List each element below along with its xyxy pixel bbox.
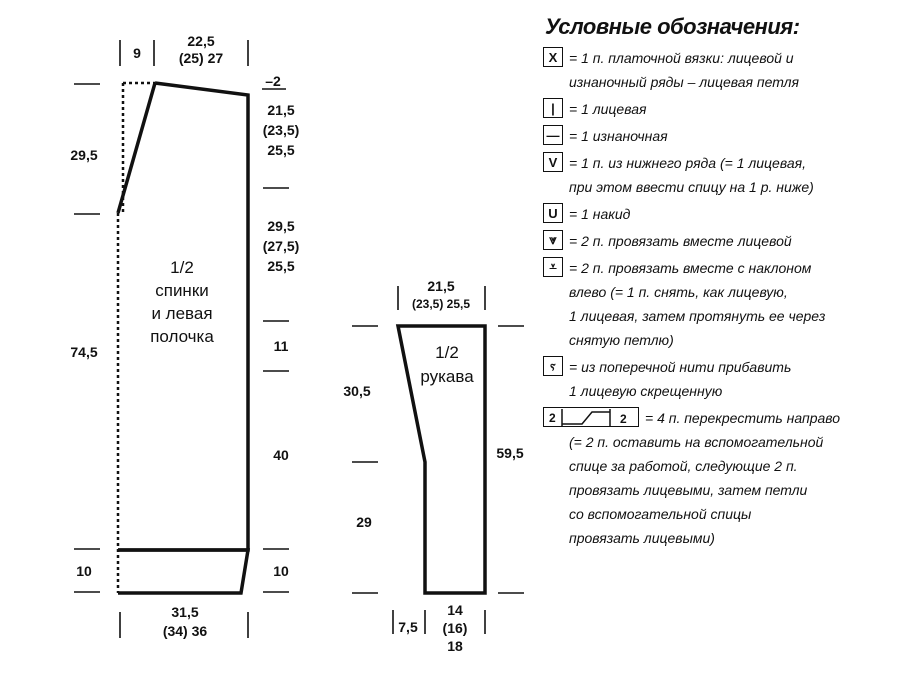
legend-line: 1 лицевая, затем протянуть ее через: [569, 308, 826, 324]
legend-item-text: [569, 46, 799, 94]
sleeve-dim-left-upper: 30,5: [343, 383, 371, 399]
sleeve-dim-top-sizes: (23,5) 25,5: [411, 297, 471, 311]
legend-line: = 2 п. провязать вместе лицевой: [569, 233, 792, 249]
sleeve-label-line-2: рукава: [420, 367, 474, 386]
legend-line: при этом ввести спицу на 1 р. ниже): [569, 179, 814, 195]
body-dim-left-upper: 29,5: [70, 147, 98, 163]
legend-item-yarn-over: [543, 202, 898, 226]
body-dim-mid: 29,5: [267, 218, 295, 234]
body-dim-armhole-3: 25,5: [267, 142, 295, 158]
legend-item-make-one: [543, 355, 898, 403]
legend-item-cable: [543, 406, 898, 430]
body-dim-40: 40: [273, 447, 289, 463]
legend-item-stitch-below: [543, 151, 898, 199]
body-dim-hem-right: 10: [273, 563, 289, 579]
legend: [543, 8, 898, 550]
body-dim-neck: 9: [133, 45, 141, 61]
body-dim-left-lower: 74,5: [70, 344, 98, 360]
sleeve-dim-bottom-last: 18: [447, 638, 463, 654]
body-dim-armhole-2: (23,5): [262, 122, 300, 138]
legend-line: = 1 накид: [569, 206, 631, 222]
legend-line: 1 лицевую скрещенную: [569, 383, 723, 399]
body-dim-shoulder: 22,5: [187, 33, 215, 49]
cable-right-icon: [543, 407, 639, 427]
body-dim-mid-3: 25,5: [267, 258, 295, 274]
body-dim-shoulder-sizes: (25) 27: [178, 50, 224, 66]
legend-item-k2tog: [543, 229, 898, 253]
sleeve-dim-top: 21,5: [427, 278, 455, 294]
body-label-line-3: и левая: [151, 304, 213, 323]
sleeve-dim-bottom-sizes: (16): [442, 620, 468, 636]
legend-line: = 1 изнаночная: [569, 128, 668, 144]
sleeve-dim-bottom-left: 7,5: [398, 619, 418, 635]
cable-number-left: 2: [549, 410, 556, 425]
legend-cable-continuation: [569, 430, 898, 550]
legend-title: Условные обозначения:: [545, 14, 800, 39]
body-dim-11: 11: [273, 338, 289, 354]
body-dim-mid-2: (27,5): [262, 238, 300, 254]
legend-line: = 1 п. платочной вязки: лицевой и: [569, 50, 794, 66]
body-dim-bottom: 31,5: [171, 604, 199, 620]
body-dim-slope: –2: [265, 73, 281, 89]
sleeve-dim-left-lower: 29: [356, 514, 372, 530]
legend-line: (= 2 п. оставить на вспомогательной: [569, 434, 824, 450]
sleeve-dim-right: 59,5: [496, 445, 524, 461]
cable-symbol-drawing: [544, 409, 637, 426]
body-label-line-2: спинки: [155, 281, 209, 300]
legend-line: = 1 лицевая: [569, 101, 647, 117]
legend-item-garter: [543, 46, 898, 94]
body-dim-bottom-sizes: (34) 36: [162, 623, 208, 639]
legend-line: со вспомогательной спицы: [569, 506, 752, 522]
legend-line: провязать лицевыми): [569, 530, 715, 546]
body-label-line-4: полочка: [150, 327, 214, 346]
legend-line: провязать лицевыми, затем петли: [569, 482, 808, 498]
body-dim-armhole: 21,5: [267, 102, 295, 118]
legend-item-ssk: [543, 256, 898, 352]
legend-line: = 1 п. из нижнего ряда (= 1 лицевая,: [569, 155, 806, 171]
legend-line: влево (= 1 п. снять, как лицевую,: [569, 284, 788, 300]
k2tog-icon: ⩔: [543, 230, 563, 250]
sleeve-dim-bottom: 14: [447, 602, 463, 618]
legend-line: = 2 п. провязать вместе с наклоном: [569, 260, 812, 276]
legend-item-purl: [543, 124, 898, 148]
garter-stitch-icon: X: [543, 47, 563, 67]
purl-stitch-icon: —: [543, 125, 563, 145]
body-dim-hem-left: 10: [76, 563, 92, 579]
legend-line: = 4 п. перекрестить направо: [645, 410, 841, 426]
legend-line: = из поперечной нити прибавить: [569, 359, 792, 375]
cable-number-right: 2: [620, 411, 627, 426]
body-label-line-1: 1/2: [170, 258, 194, 277]
legend-item-knit: [543, 97, 898, 121]
yarn-over-icon: U: [543, 203, 563, 223]
legend-line: спице за работой, следующие 2 п.: [569, 458, 798, 474]
body-hem: [118, 550, 248, 593]
sleeve-label-line-1: 1/2: [435, 343, 459, 362]
legend-line: снятую петлю): [569, 332, 674, 348]
knit-stitch-icon: |: [543, 98, 563, 118]
ssk-icon: ⩡: [543, 257, 563, 277]
legend-line: изнаночный ряды – лицевая петля: [569, 74, 799, 90]
make-one-icon: ⲋ: [543, 356, 563, 376]
stitch-below-icon: V: [543, 152, 563, 172]
